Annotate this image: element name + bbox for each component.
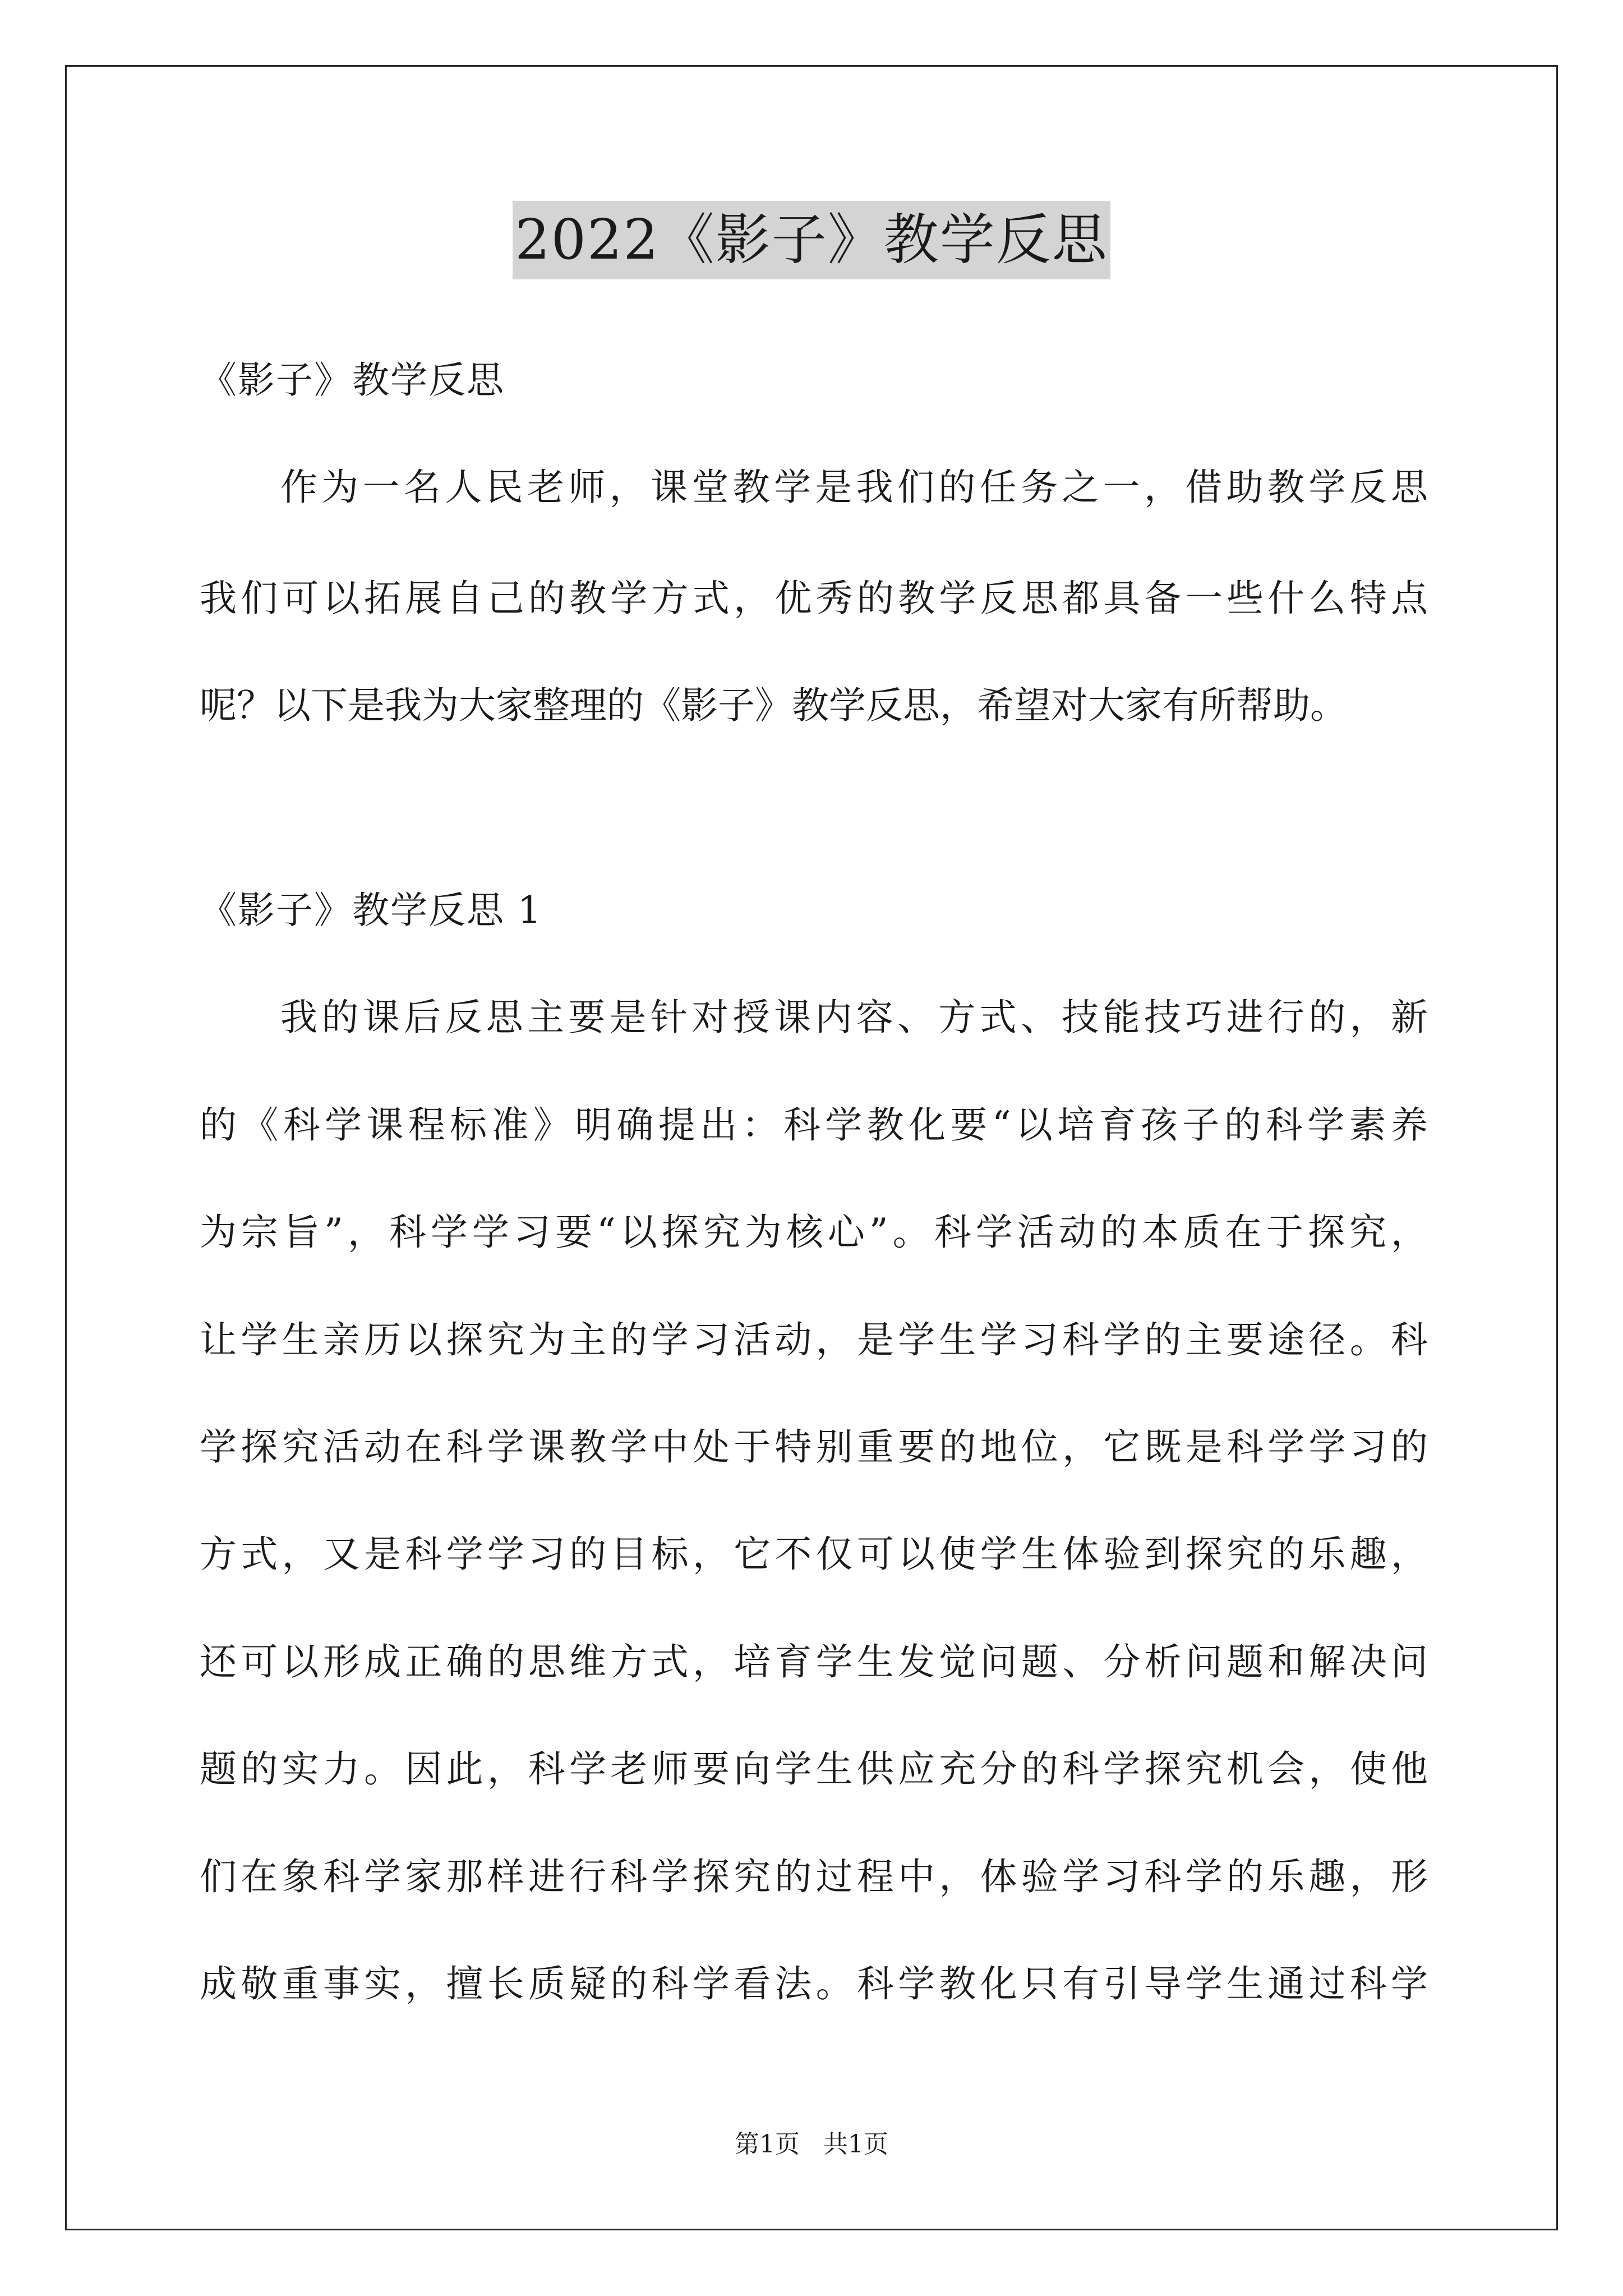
intro-heading: 《影子》教学反思 xyxy=(200,358,505,402)
section1-line-6: 方式，又是科学学习的目标，它不仅可以使学生体验到探究的乐趣， xyxy=(200,1533,1428,1576)
section1-line-3: 为宗旨”，科学学习要“以探究为核心”。科学活动的本质在于探究， xyxy=(200,1211,1428,1254)
section1-line-7: 还可以形成正确的思维方式，培育学生发觉问题、分析问题和解决问 xyxy=(200,1640,1428,1683)
section1-line-2: 的《科学课程标准》明确提出：科学教化要“以培育孩子的科学素养 xyxy=(200,1103,1428,1147)
intro-line-2: 我们可以拓展自己的教学方式，优秀的教学反思都具备一些什么特点 xyxy=(200,577,1428,620)
section1-line-10: 成敬重事实，擅长质疑的科学看法。科学教化只有引导学生通过科学 xyxy=(200,1962,1428,2005)
section1-line-1: 我的课后反思主要是针对授课内容、方式、技能技巧进行的，新 xyxy=(280,996,1428,1039)
title-container xyxy=(0,201,1623,279)
intro-line-3: 呢？以下是我为大家整理的《影子》教学反思，希望对大家有所帮助。 xyxy=(200,684,1347,727)
page-footer: 第1页 共1页 xyxy=(735,2130,888,2159)
section1-line-4: 让学生亲历以探究为主的学习活动，是学生学习科学的主要途径。科 xyxy=(200,1318,1428,1361)
intro-line-1: 作为一名人民老师，课堂教学是我们的任务之一，借助教学反思 xyxy=(280,466,1428,509)
section1-line-5: 学探究活动在科学课教学中处于特别重要的地位，它既是科学学习的 xyxy=(200,1425,1428,1469)
section1-line-8: 题的实力。因此，科学老师要向学生供应充分的科学探究机会，使他 xyxy=(200,1747,1428,1791)
section1-heading: 《影子》教学反思 1 xyxy=(200,889,542,932)
section1-line-9: 们在象科学家那样进行科学探究的过程中，体验学习科学的乐趣，形 xyxy=(200,1855,1428,1898)
document-title: 2022《影子》教学反思 xyxy=(513,201,1110,279)
